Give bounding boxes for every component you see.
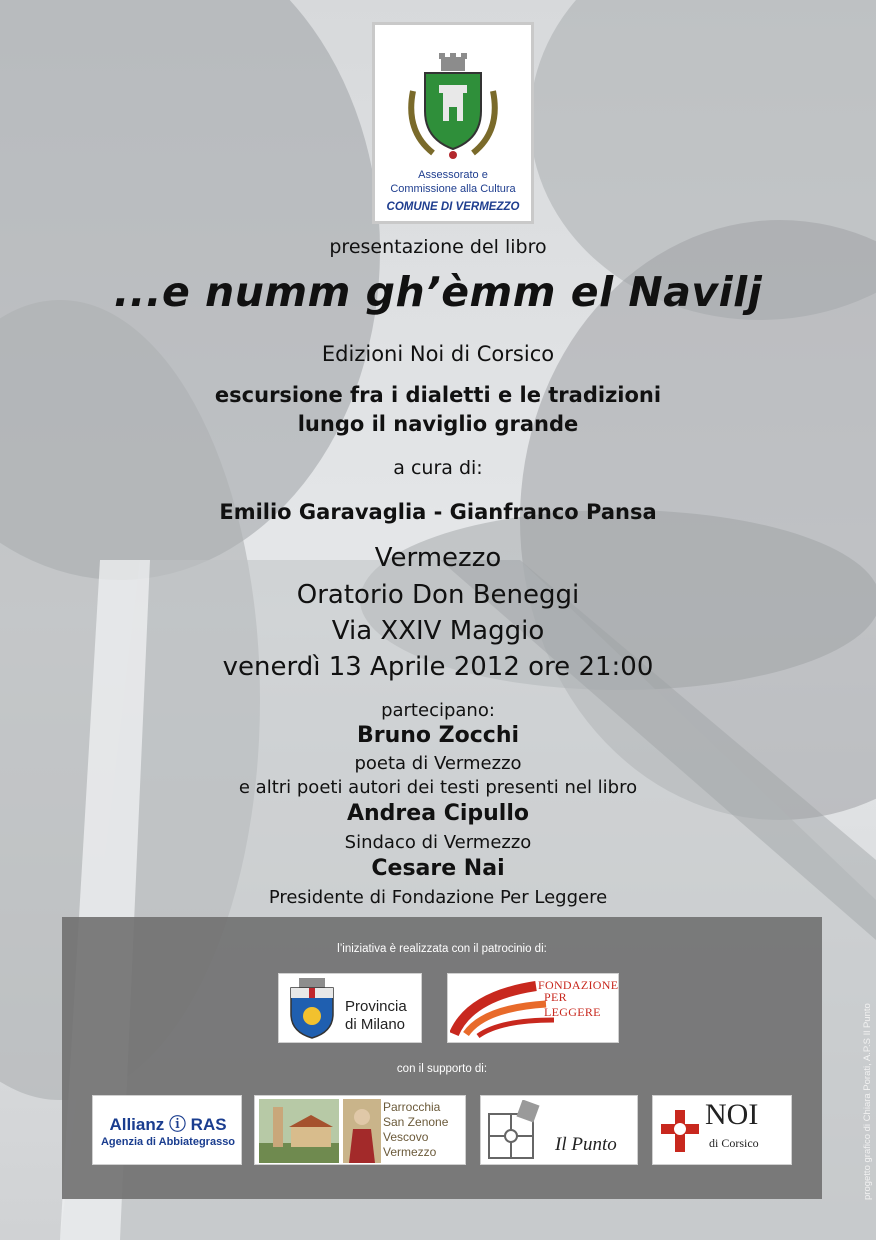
logo-line-2: Commissione alla Cultura [390, 183, 516, 195]
support-label: con il supporto di: [396, 1063, 488, 1075]
parrocchia-line-1: Parrocchia [383, 1100, 441, 1114]
curators-names: Emilio Garavaglia - Gianfranco Pansa [219, 500, 657, 524]
participant-extra: e altri poeti autori dei testi presenti nel libro [238, 777, 638, 798]
noi-cross-icon [659, 1108, 701, 1154]
provincia-milano-logo [278, 973, 422, 1043]
logo-line-1: Assessorato e [418, 169, 488, 181]
comune-logo [372, 22, 534, 224]
il-punto-text: Il Punto [555, 1134, 617, 1155]
noi-di-corsico-logo [652, 1095, 792, 1165]
noi-line-1: NOI [705, 1098, 759, 1131]
participant-role: poeta di Vermezzo [354, 753, 522, 774]
church-photo-icon [259, 1099, 339, 1163]
venue-place: Oratorio Don Beneggi [296, 580, 580, 610]
allianz-line-2: Agenzia di Abbiategrasso [100, 1136, 236, 1148]
provincia-shield-icon [287, 978, 337, 1040]
parrocchia-logo [254, 1095, 466, 1165]
parrocchia-line-2: San Zenone [383, 1115, 449, 1129]
participant-name: Bruno Zocchi [356, 723, 520, 748]
participant-name: Cesare Nai [371, 856, 505, 881]
allianz-line-1: Allianz ⓘ RAS [109, 1115, 227, 1134]
parrocchia-line-3: Vescovo [383, 1130, 429, 1144]
provincia-line-2: di Milano [345, 1016, 406, 1033]
participants-label: partecipano: [381, 700, 495, 721]
venue-town: Vermezzo [374, 543, 502, 573]
participant-role: Sindaco di Vermezzo [344, 832, 532, 853]
allianz-ras-logo [92, 1095, 242, 1165]
parrocchia-text [383, 1100, 448, 1160]
puzzle-icon [485, 1100, 547, 1162]
curators-label: a cura di: [393, 457, 483, 479]
participant-role: Presidente di Fondazione Per Leggere [268, 887, 608, 908]
coat-of-arms-icon [403, 51, 503, 163]
logo-line-3: COMUNE DI VERMEZZO [386, 201, 520, 213]
event-datetime: venerdì 13 Aprile 2012 ore 21:00 [222, 652, 654, 682]
provincia-line-1: Provincia [345, 998, 407, 1015]
patronage-label: l’iniziativa è realizzata con il patrocinio di: [337, 943, 547, 955]
subtitle-line-2: lungo il naviglio grande [297, 412, 579, 436]
il-punto-logo [480, 1095, 638, 1165]
design-credit: progetto grafico di Chiara Porati, A.P.S Il Punto [862, 1003, 873, 1200]
fondazione-line-1: FONDAZIONE [538, 978, 619, 992]
fondazione-per-leggere-logo [447, 973, 619, 1043]
subtitle-line-1: escursione fra i dialetti e le tradizioni [214, 383, 662, 407]
presentation-label: presentazione del libro [329, 236, 547, 258]
publisher: Edizioni Noi di Corsico [321, 342, 555, 366]
noi-line-2: di Corsico [709, 1136, 759, 1150]
book-title: ...e numm gh’èmm el Navilj [113, 268, 763, 316]
sponsor-panel [62, 917, 822, 1199]
fondazione-line-2: PER LEGGERE [544, 990, 601, 1019]
participant-name: Andrea Cipullo [346, 801, 529, 826]
parrocchia-line-4: Vermezzo [383, 1145, 437, 1159]
venue-street: Via XXIV Maggio [331, 616, 545, 646]
saint-portrait-icon [343, 1099, 381, 1163]
